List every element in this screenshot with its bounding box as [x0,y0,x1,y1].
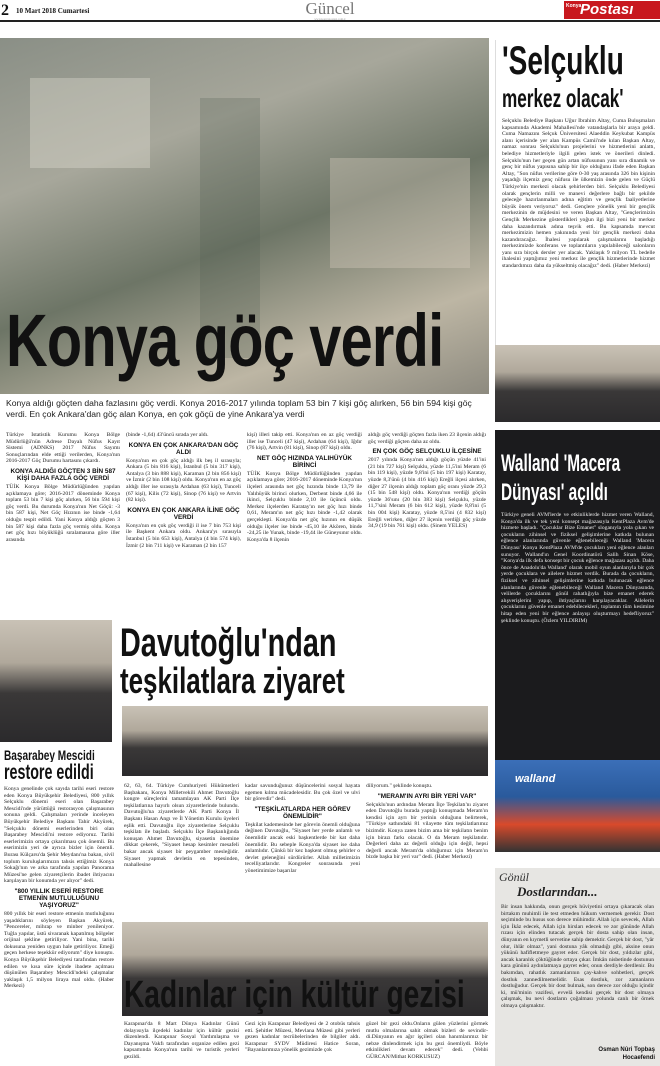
main-col-4b-text: 2017 yılında Konya'nın aldığı göçün yüzde 41'ini (21 bin 727 kişi) Selçuklu, yüzde 11,5'ini Meram (6 bin 119 kişi), yüzde 9,8'ini (5 bin 197 kişi) Karatay, yüzde 8,3'ünü (4 bin 416 kişi) Ereğli ilçesi alırken, diğer 27 ilçenin aldığı toplam göç oranı yüzde 29,3 (15 bin 548 kişi) oldu. Konya'nın verdiği göçün yüzde 36'sını (20 bin 383 kişi) Selçuklu, yüzde 11,7'sini Meram (6 bin 612 kişi), yüzde 8,8'ini (5 bin 004 kişi) Karatay, yüzde 8,5'ini (4 832 kişi) Ereğli verirken, diğer 27 ilçenin verdiği göç yüzde 34,9 (19 bin 761 kişi) oldu. (Sinem YELES) [368,457,486,530]
walland-headline-2-box [501,480,659,506]
davutoglu-col-3b-text: Selçuklu'nun ardından Meram İlçe Teşkilatı'nı ziyaret eden Davutoğlu burada yaptığı konuşmada Meram'ın kendisi için ayrı bir yerinin olduğunu belirterek, "Türkiye sathındaki 81 vilayette tüm teşkilatlarımız bizimdir. Konya zaten bizim ama bir teşkilatın benim için birazı farkı olacak. O da Meram teşkilatıdır. Değerleri daha az değerli olduğu için değil, hepsi değerli ancak Meram'da olduğumuz için Meram'ın bizde başka bir yeri var" dedi. (Haber Merkezi) [366,801,488,861]
main-sub-4: NET GÖÇ HIZINDA YALIHÜYÜK BİRİNCİ [257,454,352,469]
main-headline: Konya göç verdi [6,299,444,382]
kadinlar-col-2: Gezi için Karapınar Belediyesi de 2 otobüs tahsis etti. Şehitler Müzesi, Mevlana Müzesi gibi yerleri gezen kadınlar tecrübelerinden de bilgiler aldı. Karapınar SYDV Müdiresi Hatice Soran, "Bayanlarımıza yönelik gezimizde çok [245,1021,360,1054]
davutoglu-sub-2: "MERAM'IN AYRI BİR YERİ VAR" [377,792,477,800]
walland-headline-2: Dünyası' açıldı [501,480,608,506]
main-col-3b-text: TÜİK Konya Bölge Müdürlüğünden yapılan açıklamaya göre; 2016-2017 döneminde Konya'nın ilçeleri arasında net göç hızında binde 13,79 ile Yalıhüyük birinci olurken, Derbent binde 4,66 ile ikinci, Selçuklu binde 2,10 ile üçüncü oldu. Merkez ilçelerden Karatay'ın net göç hızı binde 0,61, Meram'ın net göç hızı binde -1,42 olarak gerçekleşti. Konya'da net göç hızının en düşük olduğu ilçeler ise binde -45,10 ile Akören, binde -24,25 ile Yunak, binde -19,44 ile Güneysınır oldu. Konya'da 8 ilçenin [247,470,362,543]
kadinlar-col-3: güzel bir gezi oldu.Onların gülen yüzlerini görmek mutlu olmalarına sahit olmak bizleri de sevindirdi.Dünyanın en ağır işçileri olan hanımlarımız bir nebze dinlendirmek için bu gezi önemliydi. Böyle etkinlikleri devam edecek" dedi. (Vehbi GÜRCAN/Mithat KORKUSUZ) [366,1021,488,1060]
selcuklu-body: Selçuklu Belediye Başkanı Uğur İbrahim Altay, Cuma Buluşmaları kapsamında Akademi Mahallesi'nde vatandaşlarla bir araya geldi. Cuma Namazını Selçuk Üniversitesi Alaeddin Keykubat Kampüs alanı içerisinde yer alan Kampüs Camii'nde kılan Başkan Altay, namaz sonrası Selçuklu'nun projelerini ve hizmetlerini anlattı, belediye hizmetleriyle ilgili gelen istek ve önerileri dinledi. Selçuklu'nun her geçen gün artan nüfusunun yanı sıra dinamik ve genç bir nüfus yapısına sahip bir ilçe olduğunu ifade eden Başkan Altay, "Son nüfus verilerine göre 0-30 yaş arasında 326 bin kişinin yaşadığı ilçemiz genç nüfusu ile ülkemizin önde gelen ve Güçlü Türkiye'nin merkezi olacak şehirlerden biri. Selçuklu Belediyesi olarak gençlerin milli ve manevi değerlere bağlı bir şekilde geleceğe hazırlanmaları adına eğitim ve gençlik faaliyetlerine büyük önem veriyoruz" dedi. Gençlere yönelik yeni bir gençlik merkezinin de müjdesini ve veren Başkan Altay, "Gençlerimizin Gençlik Merkezine gösterdikleri yoğun ilgi bizi yeni bir merkez daha kazandırmak adına teşvik etti. Bu kapsamda mevcut merkezimizin hemen yakınında yeni bir gençlik merkezi daha kazandıracağız. İhalesi yapılarak çalışmalarını başladığı merkezimizde konferans ve toplantıların yapılabileceği salonların yanı sıra birçok dersler yer alacak. Yaklaşık 9 milyon TL bedelle ihalesini yaptığımız yeni merkez ile gençlik hizmetlerinde hizmet standardımızı daha da yükseltmiş olacağız" dedi. (Haber Merkezi) [502,118,655,270]
logo-small-text: Konya [566,3,582,9]
kadinlar-col-1: Karapınar'da 8 Mart Dünya Kadınlar Günü dolayısıyla ilçedeki kadınlar için kültür gezisi düzenlendi. Karapınar Sosyal Yardımlaşma ve Dayanışma Vakfı tarafından organize edilen gezi kapsamında Konya'nın tarihi ve turistik yerleri gezildi. [124,1021,239,1060]
kadinlar-headline: Kadınlar için kültür gezisi [124,976,465,1014]
main-col-2-text: (binde -1,64) 43'üncü sırada yer aldı. [126,432,209,438]
main-col-2 [126,432,241,617]
main-col-4 [368,432,486,617]
masthead-logo [564,1,660,19]
davutoglu-headline-1: Davutoğlu'ndan [120,621,337,665]
davutoglu-col-2b-text: Teşkilat kademesinde her görevin önemli olduğuna değinen Davutoğlu, "Siyaset her yerde anlamlı ve önemlidir ancak eski başkentlerde bir kat daha önemlidir. Bu sebeple Konya'da siyaset ise daha anlamlıdır. Çünkü bir kez başkent olmuş şehirler o devlet geleneğini sürdürürler. Allah milletimizin tecelliyatlarıdır. Kongreler sonrasında yeni yönetimimize başarılar [245,821,360,874]
main-sub-1: KONYA ALDIĞI GÖÇTEN 3 BİN 587 KİŞİ DAHA FAZLA GÖÇ VERDİ [10,467,116,482]
logo-text: Postası [580,1,634,18]
basarabey-headline-2-box [4,762,114,784]
davutoglu-col-1 [124,783,239,916]
davutoglu-col-3-text: diliyorum." şeklinde konuştu. [366,783,433,789]
main-sub-2: KONYA EN ÇOK ANKARA'DAN GÖÇ ALDI [128,441,239,456]
main-col-3-text: kişi) illeri takip etti. Konya'nın en az göç verdiği iller ise Tunceli (47 kişi), Ardahan (64 kişi), Iğdır (76 kişi), Artvin (81 kişi), Sinop (87 kişi) oldu. [247,432,362,452]
column-author: Osman Nûri Topbaş [598,1047,655,1053]
basarabey-body-1: Konya genelinde çok sayıda tarihi eseri restore eden Konya Büyükşehir Belediyesi, 800 yıllık Selçuklu dönemi eseri olan Başarabey Mescidi'nde yürüttüğü restorasyon çalışmasının sonuna geldi. Çalışmaları yerinde inceleyen Büyükşehir Belediye Başkanı Tahir Akyürek, "Selçuklu dönemi eserlerinden biri olan Başarabey Mescidi'ni restore ediyoruz. Tarihi eserlerimizin ortaya çıkarılması çok önemli. Bu eserimizin yeri de ayrıca bizler için önemli. Burası Külçarsı'da Şehir Meydanı'na bakan, sivil toplum kuruluşlarımızın tahsis ettiğimiz Konya Sokağı'nın ve arka tarafında yapılan Panorama Müzesi'ne gelen ziyaretçilerin ibadet ihtiyacını karşılayan bir konumda yer alıyor" dedi. [4,786,114,885]
main-sub-3: KONYA EN ÇOK ANKARA İLİNE GÖÇ VERDİ [127,506,240,521]
basarabey-photo [0,620,112,742]
section-title: Güncel [305,0,355,18]
davutoglu-col-1-text: 62, 63, 64. Türkiye Cumhuriyeti Hükümetleri Başbakanı, Konya Milletvekili Ahmet Davutoğlu kongre süreçlerini tamamlayan AK Parti İlçe teşkilatlarına hayırlı olsun ziyaretlerinde bulundu. Davutoğlu'na ziyaretlerde AK Parti Konya İl Başkanı Hasan Angı ve İl Yönetim Kurulu üyeleri eşlik etti. Davutoğlu ilçe ziyaretlerine Selçuklu teşkilatı ile başladı. Selçuklu İlçe Başkanlığında konuşan Ahmet Davutoğlu, siyasetin önemine dikkat çekerek, "Siyaset hesap kesimler mesafeli bakar ancak siyaset bir peygamber mesleğidir. Siyaset yapmak devletin en tepesinden, mahallesine [124,783,239,869]
main-lead: Konya aldığı göçten daha fazlasını göç verdi. Konya 2016-2017 yılında toplam 53 bin 7 kişi göç alırken, 56 bin 594 kişi göç verdi. En çok Ankara'dan göç alan Konya, en çok göçü de yine Ankara'ya verdi [6,398,472,419]
selcuklu-headline-1: 'Selçuklu [502,40,624,82]
main-col-2c-text: Konya'nın en çok göç verdiği il ise 7 bin 753 kişi ile Başkent Ankara oldu. Ankara'yı sırasıyla İstanbul (5 bin 653 kişi), Antalya (4 bin 574 kişi), İzmir (2 bin 711 kişi) ve Karaman (2 bin 157 [126,522,241,549]
main-col-3 [247,432,362,617]
kadinlar-headline-box [124,976,488,1014]
selcuklu-headline-2-box [502,84,660,112]
selcuklu-headline-2: merkez olacak' [502,84,624,112]
walland-headline-1: Walland 'Macera [501,452,621,476]
column-title-2: Dostlarından... [517,884,598,899]
davutoglu-photo [122,706,488,776]
main-col-2b-text: Konya'nın en çok göç aldığı ilk beş il sırasıyla; Ankara (5 bin 816 kişi), İstanbul (5 bin 317 kişi), Antalya (3 bin 888 kişi), Karaman (2 bin 856 kişi) ve İzmir (2 bin 108 kişi) oldu. Konya'nın en az göç aldığı iller ise sırasıyla Ardahan (63 kişi), Tunceli (67 kişi), Kilis (72 kişi), Sinop (76 kişi) ve Artvin (82 kişi). [126,457,241,504]
basarabey-headline-2: restore edildi [4,762,94,784]
walland-story [495,430,660,855]
date-line: 10 Mart 2018 Cumartesi [16,7,90,15]
main-headline-box [6,296,486,394]
column-body: Bir insan hakkında, onun gerçek hüviyetini ortaya çıkaracak olan birtakım muhimli ile test etmeden hükum vermemek gerekir. Dost seçiminde bu husus son derece mühimdir. Allah için sevecek, Allah için İkâz edecek, Allah için hirsları edecek ve zor gününde Allah rızası için elinden tutacak gerçek bir dosta sahip olan insan, dünyanın en kıymetli servetine sahip demektir. Gerçek bir dost, "yâr olur, ihlâr olmaz", yani dostuna yâk olmadığı gibi, aksine onun yükünü hafifletmeye gayret eder. Gerçek bir dost, yıldızlar gibi, ancak karanlık çöktüğünde ortaya çıkar. İmkân nisbetinde dostunun kara gününü aydınlatmaya gayret eder, onun derdiyle derdlenir. Bu bakımdan, rahatlık zamanlarının çay-kahve sohbetleri, gerçek dostluk zannedilmemelidir. Esas dostluk, zor zamanların dostluğudur. Gerçek bir dost bulmak, son derece zor olduğu içindir ki, mü'minin vazifesi, evvelâ kendisi gerçek bir dost olmaya çalışmak, bu nevi dostların çoğalması yolunda canlı bir örnek olmaya çalışmaktır. [501,904,654,1009]
davutoglu-headline-2: teşkilatlara ziyaret [120,660,345,701]
davutoglu-col-2 [245,783,360,916]
basarabey-headline-1: Başarabey Mescidi [4,748,95,762]
davutoglu-sub-1: "TEŞKİLATLARDA HER GÖREV ÖNEMLİDİR" [254,805,351,820]
davutoglu-headline-2-box [120,660,488,706]
walland-body: Türkiye geneli AVM'lerde ve etkinliklerde hizmet veren Walland, Konya'da ilk ve tek yeni konsept mağazasıyla KentPlaza Avm'de hizmete başladı. "Çocuklar Bize Emanet" sloganıyla yola çıkan ve çocukların zihinsel ve fiziksel gelişimlerine katkıda bulunan eğlence alanlarında güvenle eğlenebileceği Walland 'Macera Dünyası' Konya KentPlaza AVM'de çocukları yeni eğlence alanları sunuyor. Walland'ın Genel Koordinatörü Salih Sinan Köse, "Konya'da ilk defa konsept bir çocuk eğlence mağazası açıldı. Daha önce de Anadolu'da Walland' olarak mobil oyun alanlarıyla bir çok yerde çocuklara ve ailelere hizmet verdik. Burada da çocukların, fiziksel ve zihinsel gelişimlerine katkıda bulunacak eğlence alanlarında güvenle eğlenebileceği Walland Macera Dünyasında, velilerde çocuklarını gönül rahatlığıyla bize emanet ederek alışverişlerini yapıp, ihtiyaçlarını karşılayacaklar. Ailelerin çocuklarını güvenle emanet edebilecekleri, toplamın tüm kesimine hitap eden yeni bir eğlence anlayışı oluşturmayı hedefliyoruz" şeklinde konuştu. (Özlem YILDIRIM) [501,512,654,624]
selcuklu-photo [495,345,660,422]
walland-store-photo [495,760,660,852]
column-author-title: Hocaefendi [622,1055,655,1061]
main-col-1-text: Türkiye İstatistik Kurumu Konya Bölge Müdürlüğü'nün Adrese Dayalı Nüfus Kayıt Sistemi (ADNKS) 2017 Nüfus Sayımı Sonuçlarından elde ettiği verilerden, Konya'nın 2016-2017 Göç Durumu hartasını çıkardı. [6,432,120,465]
davutoglu-col-2-text: kadar savunduğunuz düşüncelerini sosyal hayata egemen kılma mücadelesidir. Bu çok özel ve ulvi bir görevdir" dedi. [245,783,360,803]
walland-sign: walland [515,773,556,785]
walland-headline-1-box [501,452,659,476]
basarabey-headline-1-box [4,748,114,762]
main-col-1b-text: TÜİK Konya Bölge Müdürlüğünden yapılan açıklamaya göre; 2016-2017 döneminde Konya toplam 53 bin 7 kişi göç alırken, 56 bin 594 kişi göç verdi. Bu durumda Konya'nın Net Göçü: -3 bin 587 kişi, Net Göç Hızının ise binde -1,64 olduğu tespit edildi. Yani Konya aldığı göçten 3 bin 587 kişi daha fazla göç vermiş oldu. Konya net göç hızı büyüklüğü sıralamasına göre iller arasında [6,483,120,543]
selcuklu-headline-1-box [502,40,660,82]
davutoglu-col-3 [366,783,488,916]
main-col-4-text: aldığı göç verdiği göçten fazla iken 23 ilçenin aldığı göç verdiği göçten daha az oldu. [368,432,486,445]
main-sub-5: EN ÇOK GÖÇ SELÇUKLU İLÇESİNE [372,448,482,456]
basarabey-sub: "800 YILLIK ESERİ RESTORE ETMENİN MUTLULUĞUNU YAŞIYORUZ" [14,887,104,909]
page-number: 2 [1,2,9,19]
basarabey-story [4,748,114,1066]
column-box [495,868,660,1066]
column-title-1: Gönül [499,870,529,884]
site-url: www.konyapostasi.com.tr [314,17,346,21]
basarabey-body-2: 800 yıllık bir eseri restore etmenin mutluluğunu yaşadıklarını söyleyen Başkan Akyürek, "Pencereler, mihrap ve minber yenileniyor. Tuğla yapılar, üstü sivaranak kapatılmış bölgeler orijinal şekline getiriliyor. Yani bina, tarihi dokusuna yeniden uygun hale getiriliyor. Emeği geçen herkese teşekkür ediyorum" diye konuştu. Konya Büyükşehir Belediyesi tarafından restore edilen ve kısa süre içinde ibadete açılması düşünülen Başarabey Mescidi'ndeki çalışmalar yaklaşık 1,5 milyon liraya mal oldu. (Haber Merkezi) [4,910,114,990]
main-col-1 [6,432,120,617]
masthead [0,0,660,22]
